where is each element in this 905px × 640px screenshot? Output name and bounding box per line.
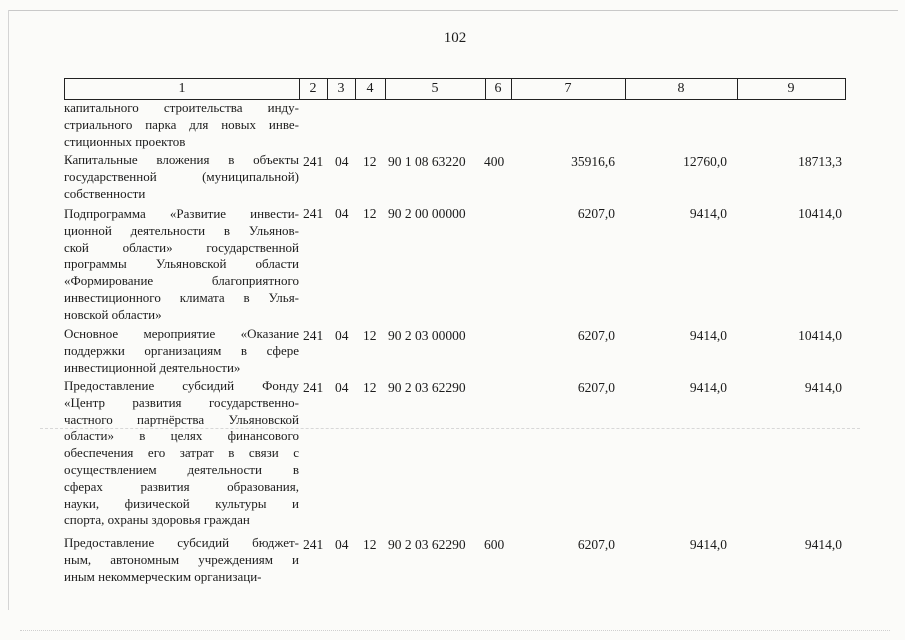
cell-c5: 90 2 00 00000 <box>388 206 466 221</box>
description-line: спорта, охраны здоровья граждан <box>64 512 250 528</box>
cell-c7: 6207,0 <box>577 206 615 221</box>
description-line: «Формирование благоприятного <box>64 273 299 289</box>
cell-c9: 9414,0 <box>804 380 842 395</box>
header-col-8: 8 <box>677 81 685 96</box>
cell-c3: 04 <box>335 380 349 395</box>
cell-c3: 04 <box>335 537 349 552</box>
cell-c7: 6207,0 <box>577 380 615 395</box>
description-line: Основное мероприятие «Оказание <box>64 326 299 341</box>
description-line: осуществлением деятельности в <box>64 461 299 477</box>
description-line: стриального парка для новых инве- <box>64 116 299 132</box>
description-line: «Центр развития государственно- <box>64 394 299 410</box>
cell-c8: 9414,0 <box>689 206 727 221</box>
cell-c3: 04 <box>335 206 349 221</box>
page-edge-left <box>8 10 9 610</box>
scan-artifact-bottom <box>20 630 890 631</box>
description-line: стиционных проектов <box>64 133 186 149</box>
cell-c2: 241 <box>303 206 324 221</box>
cell-c9: 10414,0 <box>798 206 842 221</box>
cell-c9: 9414,0 <box>804 537 842 552</box>
description-line: Предоставление субсидий Фонду <box>64 378 299 393</box>
cell-c2: 241 <box>303 537 324 552</box>
cell-c8: 9414,0 <box>689 537 727 552</box>
cell-c3: 04 <box>335 154 349 169</box>
cell-c6: 600 <box>484 537 505 552</box>
header-col-6: 6 <box>494 81 502 96</box>
description-line: сферах развития образования, <box>64 478 299 494</box>
cell-c5: 90 2 03 62290 <box>388 537 466 552</box>
description-line: капитального строительства инду- <box>64 100 299 115</box>
table-header-row <box>64 78 846 100</box>
cell-c4: 12 <box>363 154 377 169</box>
description-line: программы Ульяновской области <box>64 256 299 272</box>
cell-c2: 241 <box>303 328 324 343</box>
description-line: новской области» <box>64 306 162 322</box>
description-line: инвестиционной деятельности» <box>64 359 241 375</box>
row-description <box>64 100 299 150</box>
header-col-4: 4 <box>366 81 374 96</box>
header-col-1: 1 <box>178 81 186 96</box>
cell-c4: 12 <box>363 206 377 221</box>
description-line: иным некоммерческим организаци- <box>64 568 262 584</box>
description-line: науки, физической культуры и <box>64 495 299 511</box>
row-description <box>64 535 299 585</box>
row-description <box>64 326 299 376</box>
description-line: ской области» государственной <box>64 239 299 255</box>
description-line: Предоставление субсидий бюджет- <box>64 535 299 550</box>
cell-c7: 35916,6 <box>571 154 615 169</box>
cell-c8: 9414,0 <box>689 328 727 343</box>
description-line: государственной (муниципальной) <box>64 168 299 184</box>
row-description <box>64 378 299 529</box>
cell-c8: 9414,0 <box>689 380 727 395</box>
header-col-2: 2 <box>309 81 317 96</box>
cell-c2: 241 <box>303 380 324 395</box>
cell-c4: 12 <box>363 380 377 395</box>
description-line: области» в целях финансового <box>64 428 299 444</box>
cell-c9: 10414,0 <box>798 328 842 343</box>
cell-c5: 90 2 03 00000 <box>388 328 466 343</box>
page-edge <box>8 10 898 11</box>
description-line: обеспечения его затрат в связи с <box>64 445 299 461</box>
cell-c5: 90 1 08 63220 <box>388 154 466 169</box>
header-col-7: 7 <box>564 81 572 96</box>
cell-c4: 12 <box>363 328 377 343</box>
description-line: Капитальные вложения в объекты <box>64 152 299 167</box>
cell-c4: 12 <box>363 537 377 552</box>
cell-c7: 6207,0 <box>577 537 615 552</box>
row-description <box>64 152 299 202</box>
cell-c8: 12760,0 <box>683 154 727 169</box>
header-col-9: 9 <box>787 81 795 96</box>
scan-artifact <box>40 428 860 429</box>
cell-c3: 04 <box>335 328 349 343</box>
description-line: собственности <box>64 185 146 201</box>
row-description <box>64 206 299 324</box>
page-number: 102 <box>443 30 467 46</box>
cell-c2: 241 <box>303 154 324 169</box>
description-line: ным, автономным учреждениям и <box>64 551 299 567</box>
cell-c9: 18713,3 <box>798 154 842 169</box>
cell-c5: 90 2 03 62290 <box>388 380 466 395</box>
description-line: поддержки организациям в сфере <box>64 342 299 358</box>
header-col-5: 5 <box>431 81 439 96</box>
cell-c6: 400 <box>484 154 505 169</box>
description-line: Подпрограмма «Развитие инвести- <box>64 206 299 221</box>
description-line: инвестиционного климата в Улья- <box>64 289 299 305</box>
cell-c7: 6207,0 <box>577 328 615 343</box>
description-line: ционной деятельности в Ульянов- <box>64 222 299 238</box>
description-line: частного партнёрства Ульяновской <box>64 411 299 427</box>
header-col-3: 3 <box>337 81 345 96</box>
